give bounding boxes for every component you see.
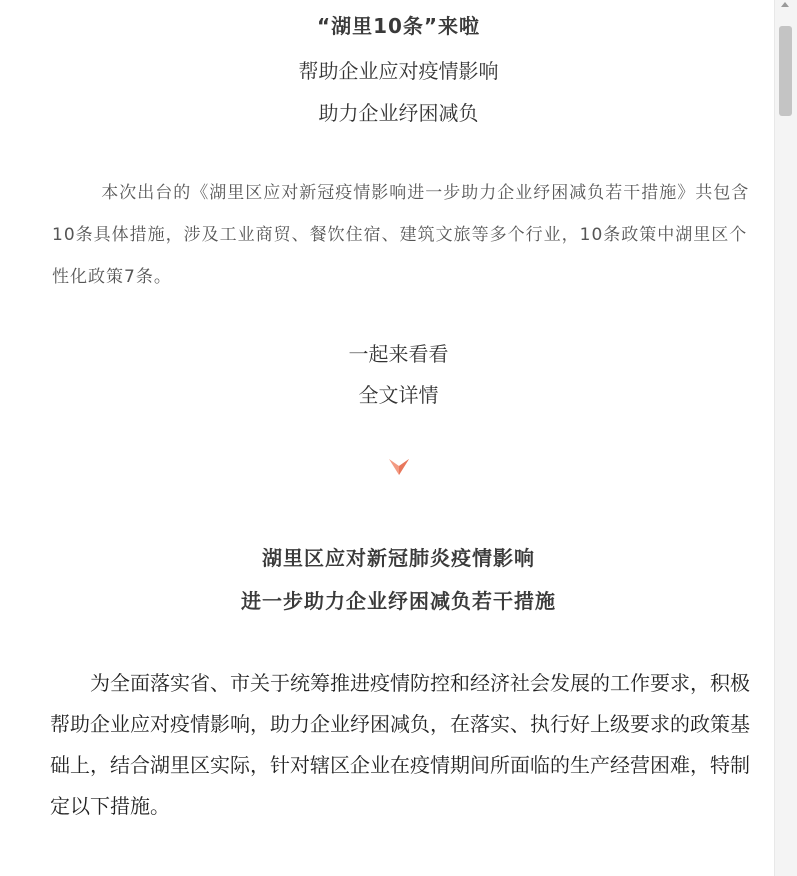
intro-paragraph: 本次出台的《湖里区应对新冠疫情影响进一步助力企业纾困减负若干措施》共包含10条具体措施，涉及工业商贸、餐饮住宿、建筑文旅等多个行业，10条政策中湖里区个性化政策7条。 bbox=[52, 183, 750, 287]
look-together-line: 一起来看看 bbox=[348, 342, 449, 366]
headline-subtitle-2: 助力企业纾困减负 bbox=[318, 101, 479, 125]
headline-subtitle-1: 帮助企业应对疫情影响 bbox=[298, 59, 499, 83]
article-headline: “湖里10条”来啦 bbox=[316, 14, 481, 38]
section-body-paragraph: 为全面落实省、市关于统筹推进疫情防控和经济社会发展的工作要求，积极帮助企业应对疫情影响，助力企业纾困减负，在落实、执行好上级要求的政策基础上，结合湖里区实际，针对辖区企业在疫情期间所面临的生产经营困难，特制定以下措施。 bbox=[50, 671, 750, 818]
scroll-up-arrow-icon[interactable] bbox=[781, 2, 789, 7]
section-title-line-2: 进一步助力企业纾困减负若干措施 bbox=[241, 589, 556, 613]
chevron-down-icon bbox=[388, 457, 410, 481]
scrollbar-thumb[interactable] bbox=[779, 26, 792, 116]
vertical-scrollbar[interactable] bbox=[774, 0, 797, 876]
section-title-line-1: 湖里区应对新冠肺炎疫情影响 bbox=[262, 546, 535, 570]
full-details-line: 全文详情 bbox=[358, 383, 439, 407]
